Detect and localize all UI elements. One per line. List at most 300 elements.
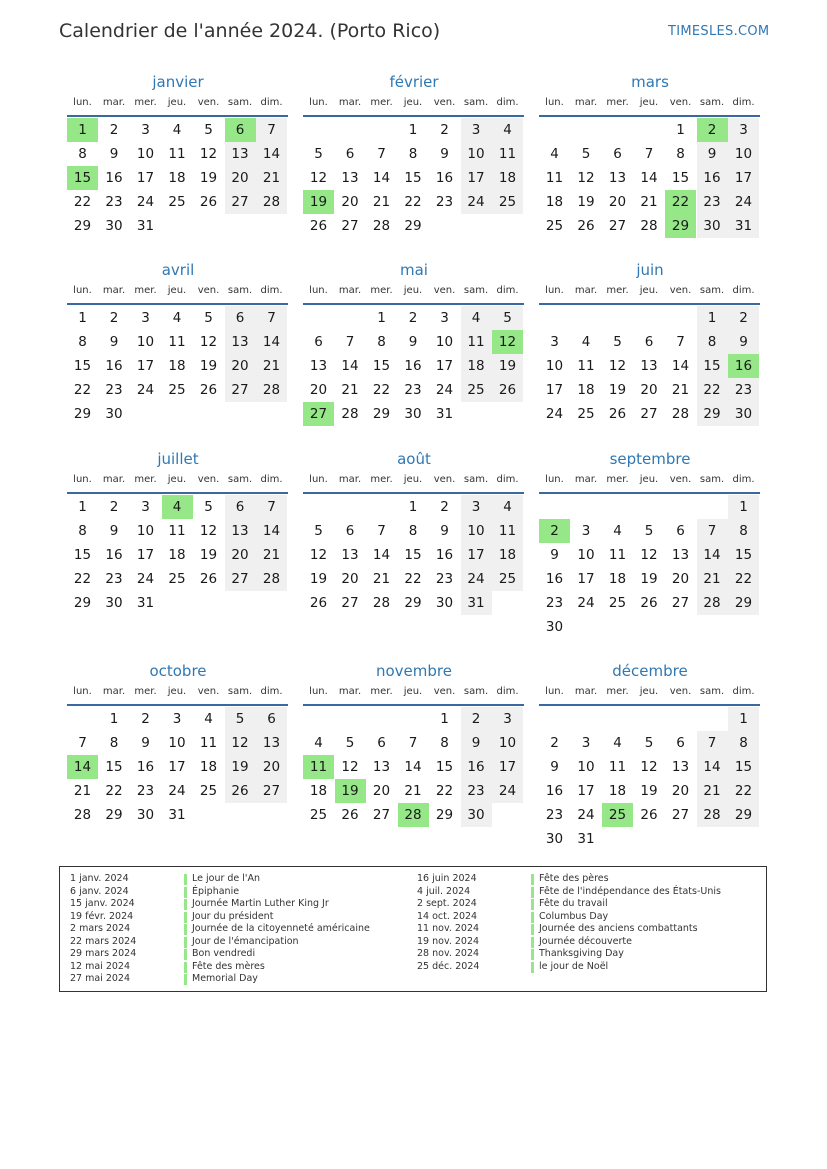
day-cell: 28 <box>697 803 728 827</box>
day-cell: 2 <box>440 499 449 515</box>
weekday-label: lun. <box>545 474 564 485</box>
holiday-name: Jour du président <box>192 910 274 922</box>
weekday-label: sam. <box>699 686 725 697</box>
day-cell: 10 <box>492 731 523 755</box>
day-cell: 7 <box>256 306 287 330</box>
month-name: mars <box>631 73 669 91</box>
day-cell: 24 <box>168 783 186 799</box>
weekday-label: ven. <box>669 474 692 485</box>
weekday-label: jeu. <box>167 474 187 485</box>
holiday-name: Épiphanie <box>192 885 240 897</box>
holiday-day-cell: 4 <box>162 495 193 519</box>
day-cell: 10 <box>461 519 492 543</box>
month-name: décembre <box>612 662 688 680</box>
day-cell: 14 <box>671 358 690 374</box>
holiday-legend <box>59 866 767 992</box>
day-cell: 28 <box>256 567 287 591</box>
day-cell: 20 <box>256 755 287 779</box>
weekday-label: ven. <box>669 285 692 296</box>
day-cell: 23 <box>404 382 422 398</box>
day-cell: 9 <box>697 142 728 166</box>
day-cell: 15 <box>73 358 92 374</box>
day-cell: 23 <box>545 807 564 823</box>
day-cell: 6 <box>644 334 654 350</box>
day-cell: 28 <box>256 190 287 214</box>
weekday-label: jeu. <box>167 686 187 697</box>
day-cell: 8 <box>728 731 759 755</box>
holiday-date: 6 janv. 2024 <box>70 885 129 897</box>
day-cell: 13 <box>372 759 391 775</box>
holiday-day-cell: 29 <box>665 214 696 238</box>
day-cell: 25 <box>577 406 595 422</box>
weekday-label: lun. <box>309 97 328 108</box>
holiday-marker <box>531 949 534 960</box>
holiday-marker <box>531 874 534 885</box>
day-cell: 8 <box>440 735 449 751</box>
day-cell: 19 <box>640 783 658 799</box>
weekday-label: dim. <box>496 474 519 485</box>
day-cell: 2 <box>109 122 119 138</box>
day-cell: 2 <box>728 306 759 330</box>
holiday-name: Fête du travail <box>539 898 608 909</box>
day-cell: 6 <box>676 735 685 751</box>
month-divider <box>303 492 524 494</box>
day-cell: 17 <box>136 170 155 186</box>
day-cell: 20 <box>671 783 690 799</box>
holiday-day-cell: 6 <box>225 118 256 142</box>
holiday-entry <box>70 873 410 886</box>
weekday-header <box>303 285 525 299</box>
day-cell: 21 <box>256 354 287 378</box>
month-name: janvier <box>152 73 204 91</box>
day-cell: 1 <box>408 499 418 515</box>
holiday-date: 4 juil. 2024 <box>417 885 471 897</box>
holiday-day-cell: 16 <box>728 354 759 378</box>
weekday-label: mar. <box>102 686 126 697</box>
day-cell: 27 <box>256 779 287 803</box>
brand-logo[interactable]: TIMESLES.COM <box>668 24 770 39</box>
day-cell: 21 <box>256 543 287 567</box>
day-cell: 22 <box>697 378 728 402</box>
day-cell: 9 <box>109 334 119 350</box>
day-cell: 18 <box>461 354 492 378</box>
weekday-label: jeu. <box>403 285 423 296</box>
day-cell: 7 <box>676 334 685 350</box>
weekday-label: jeu. <box>167 97 187 108</box>
day-cell: 6 <box>314 334 323 350</box>
month-divider <box>67 704 288 706</box>
day-cell: 12 <box>225 731 256 755</box>
weekday-label: lun. <box>73 474 92 485</box>
holiday-date: 12 mai 2024 <box>70 960 131 972</box>
day-cell: 2 <box>109 499 119 515</box>
day-cell: 5 <box>204 499 213 515</box>
day-cell: 21 <box>372 571 391 587</box>
day-cell: 29 <box>697 402 728 426</box>
day-cell: 15 <box>73 547 92 563</box>
day-cell: 18 <box>168 547 186 563</box>
day-cell: 4 <box>492 495 523 519</box>
day-cell: 22 <box>105 783 123 799</box>
holiday-marker <box>184 937 187 948</box>
holiday-date: 29 mars 2024 <box>70 948 137 959</box>
day-cell: 29 <box>435 807 454 823</box>
holiday-day-cell: 14 <box>67 755 98 779</box>
day-cell: 29 <box>73 406 92 422</box>
day-cell: 25 <box>309 807 328 823</box>
weekday-label: lun. <box>545 686 564 697</box>
month-divider <box>303 303 524 305</box>
weekday-header <box>539 285 761 299</box>
day-cell: 17 <box>136 358 155 374</box>
day-cell: 14 <box>256 330 287 354</box>
day-cell: 7 <box>697 731 728 755</box>
day-cell: 11 <box>168 334 186 350</box>
day-cell: 6 <box>345 146 355 162</box>
day-cell: 5 <box>613 334 622 350</box>
holiday-entry <box>70 911 410 924</box>
day-cell: 19 <box>608 382 627 398</box>
weekday-label: mer. <box>370 97 393 108</box>
day-cell: 6 <box>256 707 287 731</box>
day-cell: 18 <box>168 170 186 186</box>
month-name: octobre <box>149 662 207 680</box>
holiday-name: Journée de la citoyenneté américaine <box>192 923 370 934</box>
day-cell: 5 <box>204 310 213 326</box>
holiday-day-cell: 28 <box>398 803 429 827</box>
day-cell: 28 <box>73 807 92 823</box>
day-cell: 3 <box>581 523 591 539</box>
holiday-day-cell: 12 <box>492 330 523 354</box>
month-divider <box>67 303 288 305</box>
weekday-label: ven. <box>197 686 220 697</box>
day-cell: 14 <box>640 170 658 186</box>
weekday-label: dim. <box>496 97 519 108</box>
month-name: novembre <box>376 662 452 680</box>
weekday-label: lun. <box>309 474 328 485</box>
day-cell: 23 <box>105 382 123 398</box>
holiday-marker <box>531 887 534 898</box>
holiday-name: Thanksgiving Day <box>539 948 624 959</box>
day-cell: 18 <box>545 194 564 210</box>
day-cell: 26 <box>341 807 359 823</box>
day-cell: 29 <box>73 218 92 234</box>
day-cell: 2 <box>550 735 559 751</box>
weekday-label: ven. <box>669 97 692 108</box>
day-cell: 27 <box>372 807 391 823</box>
day-cell: 17 <box>136 547 155 563</box>
day-cell: 23 <box>461 779 492 803</box>
day-cell: 3 <box>461 118 492 142</box>
day-cell: 23 <box>435 194 454 210</box>
month-divider <box>67 115 288 117</box>
day-cell: 17 <box>728 166 759 190</box>
day-cell: 11 <box>168 523 186 539</box>
day-cell: 10 <box>168 735 186 751</box>
day-cell: 15 <box>404 170 422 186</box>
day-cell: 21 <box>404 783 422 799</box>
day-cell: 31 <box>168 807 186 823</box>
day-cell: 19 <box>199 547 218 563</box>
day-cell: 8 <box>728 519 759 543</box>
day-cell: 21 <box>372 194 391 210</box>
holiday-entry <box>70 948 410 961</box>
holiday-date: 1 janv. 2024 <box>70 873 129 884</box>
day-cell: 20 <box>341 194 359 210</box>
day-cell: 11 <box>577 358 595 374</box>
holiday-name: Fête des mères <box>192 960 265 972</box>
day-cell: 6 <box>225 495 256 519</box>
day-cell: 7 <box>377 146 386 162</box>
day-cell: 18 <box>492 166 523 190</box>
day-cell: 29 <box>728 803 759 827</box>
day-cell: 19 <box>577 194 595 210</box>
day-cell: 25 <box>168 571 186 587</box>
day-cell: 10 <box>435 334 454 350</box>
day-cell: 14 <box>697 755 728 779</box>
day-cell: 18 <box>168 358 186 374</box>
day-cell: 1 <box>408 122 418 138</box>
day-cell: 30 <box>697 214 728 238</box>
day-cell: 30 <box>545 619 564 635</box>
day-cell: 14 <box>341 358 359 374</box>
day-cell: 18 <box>309 783 328 799</box>
weekday-label: mar. <box>102 474 126 485</box>
day-cell: 4 <box>581 334 591 350</box>
day-cell: 9 <box>408 334 418 350</box>
day-cell: 1 <box>676 122 685 138</box>
holiday-entry <box>70 898 410 911</box>
day-cell: 19 <box>199 170 218 186</box>
day-cell: 8 <box>78 523 87 539</box>
weekday-label: sam. <box>227 285 253 296</box>
holiday-date: 15 janv. 2024 <box>70 898 135 909</box>
day-cell: 8 <box>408 146 418 162</box>
day-cell: 6 <box>345 523 355 539</box>
day-cell: 8 <box>697 330 728 354</box>
weekday-label: ven. <box>197 474 220 485</box>
day-cell: 11 <box>199 735 218 751</box>
day-cell: 5 <box>225 707 256 731</box>
month-divider <box>303 115 524 117</box>
day-cell: 18 <box>608 783 627 799</box>
day-cell: 22 <box>435 783 454 799</box>
holiday-entry <box>417 911 757 924</box>
weekday-label: mer. <box>134 97 157 108</box>
day-cell: 23 <box>136 783 155 799</box>
weekday-label: jeu. <box>403 97 423 108</box>
weekday-header <box>539 97 761 111</box>
day-cell: 18 <box>577 382 595 398</box>
day-cell: 13 <box>608 170 627 186</box>
holiday-entry <box>70 936 410 949</box>
day-cell: 23 <box>105 194 123 210</box>
day-cell: 2 <box>461 707 492 731</box>
weekday-label: jeu. <box>403 686 423 697</box>
weekday-label: mar. <box>574 686 598 697</box>
holiday-entry <box>417 898 757 911</box>
day-cell: 12 <box>640 759 658 775</box>
holiday-name: le jour de Noël <box>539 960 609 972</box>
day-cell: 16 <box>136 759 155 775</box>
day-cell: 12 <box>608 358 627 374</box>
day-cell: 24 <box>136 194 155 210</box>
day-cell: 21 <box>341 382 359 398</box>
day-cell: 3 <box>492 707 523 731</box>
day-cell: 15 <box>697 354 728 378</box>
weekday-label: ven. <box>433 686 456 697</box>
day-cell: 24 <box>577 807 595 823</box>
day-cell: 26 <box>608 406 627 422</box>
day-cell: 22 <box>728 779 759 803</box>
day-cell: 7 <box>377 523 386 539</box>
day-cell: 5 <box>492 306 523 330</box>
weekday-label: lun. <box>73 686 92 697</box>
holiday-marker <box>184 962 187 973</box>
day-cell: 1 <box>440 711 449 727</box>
day-cell: 9 <box>728 330 759 354</box>
day-cell: 16 <box>697 166 728 190</box>
day-cell: 8 <box>377 334 386 350</box>
holiday-marker <box>531 937 534 948</box>
weekday-label: ven. <box>197 285 220 296</box>
day-cell: 19 <box>199 358 218 374</box>
day-cell: 25 <box>168 194 186 210</box>
weekday-label: jeu. <box>639 285 659 296</box>
holiday-marker <box>184 899 187 910</box>
holiday-entry <box>417 948 757 961</box>
weekday-label: lun. <box>545 285 564 296</box>
day-cell: 26 <box>199 382 218 398</box>
day-cell: 6 <box>613 146 622 162</box>
weekday-label: dim. <box>260 686 283 697</box>
day-cell: 10 <box>577 547 595 563</box>
holiday-name: Journée Martin Luther King Jr <box>192 898 329 909</box>
day-cell: 22 <box>404 194 422 210</box>
day-cell: 17 <box>168 759 186 775</box>
day-cell: 12 <box>199 334 218 350</box>
weekday-label: mar. <box>338 285 362 296</box>
day-cell: 24 <box>492 779 523 803</box>
day-cell: 11 <box>168 146 186 162</box>
day-cell: 30 <box>105 595 123 611</box>
day-cell: 17 <box>461 166 492 190</box>
day-cell: 23 <box>435 571 454 587</box>
day-cell: 21 <box>697 779 728 803</box>
day-cell: 17 <box>435 358 454 374</box>
day-cell: 19 <box>225 755 256 779</box>
day-cell: 2 <box>141 711 150 727</box>
day-cell: 7 <box>644 146 654 162</box>
day-cell: 24 <box>435 382 454 398</box>
day-cell: 27 <box>671 595 690 611</box>
day-cell: 12 <box>341 759 359 775</box>
holiday-name: Fête des pères <box>539 873 609 884</box>
holiday-marker <box>184 887 187 898</box>
day-cell: 11 <box>492 142 523 166</box>
day-cell: 14 <box>372 547 391 563</box>
day-cell: 5 <box>204 122 213 138</box>
weekday-label: sam. <box>227 686 253 697</box>
day-cell: 9 <box>550 547 559 563</box>
month-name: juillet <box>157 450 199 468</box>
day-cell: 5 <box>314 146 323 162</box>
day-cell: 5 <box>314 523 323 539</box>
day-cell: 30 <box>105 406 123 422</box>
day-cell: 23 <box>105 571 123 587</box>
day-cell: 30 <box>461 803 492 827</box>
day-cell: 13 <box>256 731 287 755</box>
day-cell: 9 <box>109 523 119 539</box>
weekday-label: sam. <box>699 97 725 108</box>
day-cell: 13 <box>671 759 690 775</box>
day-cell: 7 <box>256 495 287 519</box>
weekday-label: mer. <box>370 474 393 485</box>
holiday-marker <box>184 949 187 960</box>
weekday-label: mer. <box>606 285 629 296</box>
day-cell: 9 <box>440 523 449 539</box>
day-cell: 29 <box>728 591 759 615</box>
day-cell: 15 <box>404 547 422 563</box>
day-cell: 7 <box>345 334 355 350</box>
day-cell: 11 <box>492 519 523 543</box>
weekday-label: ven. <box>433 474 456 485</box>
day-cell: 25 <box>608 595 627 611</box>
day-cell: 21 <box>697 567 728 591</box>
day-cell: 23 <box>545 595 564 611</box>
day-cell: 29 <box>105 807 123 823</box>
day-cell: 22 <box>73 382 92 398</box>
day-cell: 20 <box>671 571 690 587</box>
holiday-entry <box>70 961 410 974</box>
weekday-header <box>67 97 289 111</box>
day-cell: 26 <box>309 595 328 611</box>
day-cell: 3 <box>141 499 150 515</box>
day-cell: 30 <box>435 595 454 611</box>
day-cell: 21 <box>256 166 287 190</box>
day-cell: 19 <box>640 571 658 587</box>
day-cell: 4 <box>204 711 213 727</box>
weekday-label: mar. <box>338 474 362 485</box>
day-cell: 16 <box>545 571 564 587</box>
day-cell: 16 <box>435 170 454 186</box>
day-cell: 17 <box>461 543 492 567</box>
day-cell: 10 <box>545 358 564 374</box>
weekday-label: mer. <box>370 686 393 697</box>
weekday-label: lun. <box>309 686 328 697</box>
day-cell: 22 <box>73 194 92 210</box>
day-cell: 16 <box>105 170 123 186</box>
holiday-name: Bon vendredi <box>192 948 256 959</box>
weekday-header <box>67 285 289 299</box>
day-cell: 28 <box>341 406 359 422</box>
day-cell: 30 <box>728 402 759 426</box>
day-cell: 5 <box>644 735 654 751</box>
holiday-entry <box>417 886 757 899</box>
day-cell: 13 <box>341 170 359 186</box>
day-cell: 20 <box>341 571 359 587</box>
weekday-label: mer. <box>370 285 393 296</box>
day-cell: 7 <box>78 735 87 751</box>
holiday-entry <box>70 886 410 899</box>
day-cell: 14 <box>256 142 287 166</box>
day-cell: 20 <box>225 166 256 190</box>
holiday-entry <box>417 873 757 886</box>
month-divider <box>539 115 760 117</box>
day-cell: 13 <box>225 519 256 543</box>
holiday-name: Columbus Day <box>539 910 609 922</box>
day-cell: 27 <box>225 567 256 591</box>
